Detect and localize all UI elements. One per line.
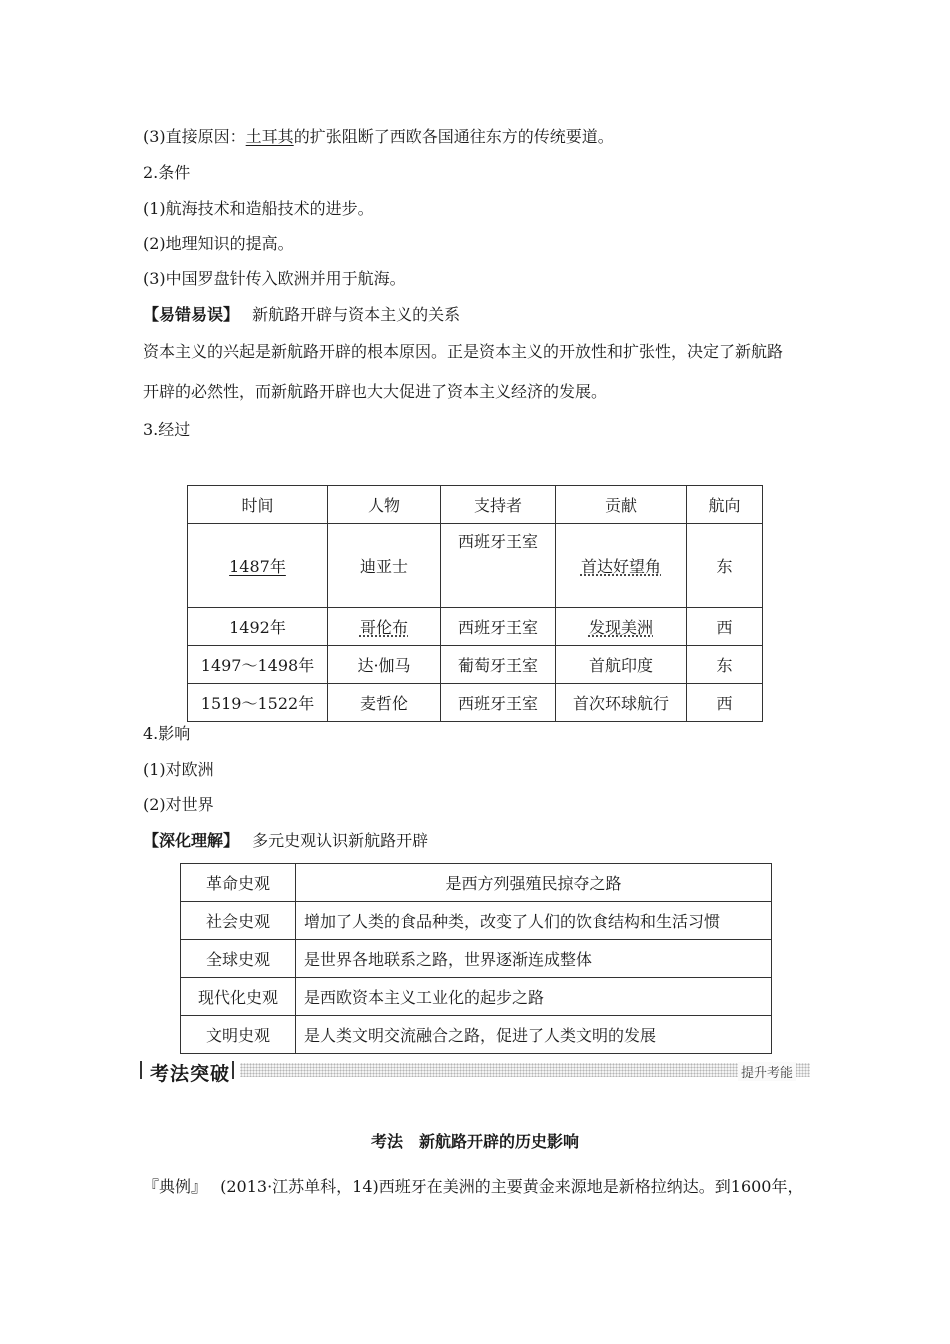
cell-supporter: 西班牙王室	[441, 608, 556, 646]
header-supporter: 支持者	[441, 486, 556, 524]
header-direction: 航向	[687, 486, 763, 524]
note-title: 新航路开辟与资本主义的关系	[252, 305, 461, 324]
voyages-table	[187, 485, 763, 722]
cell-person: 麦哲伦	[328, 684, 441, 722]
cell-person: 达·伽马	[328, 646, 441, 684]
cell-time: 1519～1522年	[188, 684, 328, 722]
cell-supporter: 葡萄牙王室	[441, 646, 556, 684]
cell-time: 1492年	[188, 608, 328, 646]
cell-person: 哥伦布	[359, 618, 408, 637]
deep-tag: 【深化理解】	[143, 831, 240, 850]
table-header-row	[188, 486, 763, 524]
section-title: 考法 新航路开辟的历史影响	[370, 1132, 579, 1151]
impact-2: (2)对世界	[143, 795, 214, 814]
condition-1: (1)航海技术和造船技术的进步。	[143, 199, 374, 218]
table-row	[181, 864, 772, 902]
cell-view: 文明史观	[181, 1016, 296, 1054]
cell-contribution: 首航印度	[556, 646, 687, 684]
header-contribution: 贡献	[556, 486, 687, 524]
direct-cause-line	[143, 127, 614, 147]
condition-3: (3)中国罗盘针传入欧洲并用于航海。	[143, 269, 406, 288]
table-row	[181, 902, 772, 940]
cell-view: 革命史观	[181, 864, 296, 902]
cell-direction: 东	[687, 646, 763, 684]
cell-supporter: 西班牙王室	[441, 524, 556, 608]
cell-desc: 增加了人类的食品种类，改变了人们的饮食结构和生活习惯	[296, 902, 772, 940]
impact-1: (1)对欧洲	[143, 760, 214, 779]
cell-view: 现代化史观	[181, 978, 296, 1016]
cell-person: 迪亚士	[328, 524, 441, 608]
conditions-heading: 2.条件	[143, 163, 191, 182]
banner-subtitle: 提升考能	[738, 1062, 796, 1081]
banner-right-bar	[232, 1061, 234, 1079]
cell-supporter: 西班牙王室	[441, 684, 556, 722]
banner-left-bar	[140, 1061, 142, 1079]
direct-cause-rest: 的扩张阻断了西欧各国通往东方的传统要道。	[293, 127, 614, 146]
example-tag: 『典例』	[143, 1177, 208, 1196]
direct-cause-underlined: 土耳其	[245, 127, 294, 146]
condition-2: (2)地理知识的提高。	[143, 234, 294, 253]
table-row	[188, 608, 763, 646]
example-line	[143, 1177, 803, 1197]
cell-view: 社会史观	[181, 902, 296, 940]
table-row	[188, 646, 763, 684]
cell-contribution: 首达好望角	[580, 557, 661, 576]
cell-desc: 是世界各地联系之路，世界逐渐连成整体	[296, 940, 772, 978]
table-row	[181, 1016, 772, 1054]
cell-direction: 西	[687, 684, 763, 722]
cell-contribution: 发现美洲	[588, 618, 653, 637]
table-row	[188, 684, 763, 722]
cell-direction: 东	[687, 524, 763, 608]
cell-time: 1487年	[229, 557, 286, 576]
note-body-1: 资本主义的兴起是新航路开辟的根本原因。正是资本主义的开放性和扩张性，决定了新航路	[143, 342, 784, 361]
deep-title: 多元史观认识新航路开辟	[252, 831, 429, 850]
banner-dotted-band	[240, 1063, 810, 1077]
process-heading: 3.经过	[143, 420, 191, 439]
table-row	[188, 524, 763, 608]
impact-heading: 4.影响	[143, 724, 191, 743]
table-row	[181, 978, 772, 1016]
example-text: (2013·江苏单科，14)西班牙在美洲的主要黄金来源地是新格拉纳达。到1600年，	[220, 1177, 804, 1196]
section-banner	[140, 1058, 810, 1085]
cell-desc: 是人类文明交流融合之路，促进了人类文明的发展	[296, 1016, 772, 1054]
cell-time: 1497～1498年	[188, 646, 328, 684]
header-person: 人物	[328, 486, 441, 524]
direct-cause-prefix: (3)直接原因：	[143, 127, 246, 146]
cell-view: 全球史观	[181, 940, 296, 978]
perspectives-table	[180, 863, 772, 1054]
header-time: 时间	[188, 486, 328, 524]
cell-direction: 西	[687, 608, 763, 646]
banner-title: 考法突破	[150, 1063, 231, 1085]
cell-desc: 是西欧资本主义工业化的起步之路	[296, 978, 772, 1016]
note-heading	[143, 305, 460, 325]
cell-desc: 是西方列强殖民掠夺之路	[296, 864, 772, 902]
deep-heading	[143, 831, 428, 851]
table-row	[181, 940, 772, 978]
note-body-2: 开辟的必然性，而新航路开辟也大大促进了资本主义经济的发展。	[143, 382, 608, 401]
note-tag: 【易错易误】	[143, 305, 240, 324]
cell-contribution: 首次环球航行	[556, 684, 687, 722]
